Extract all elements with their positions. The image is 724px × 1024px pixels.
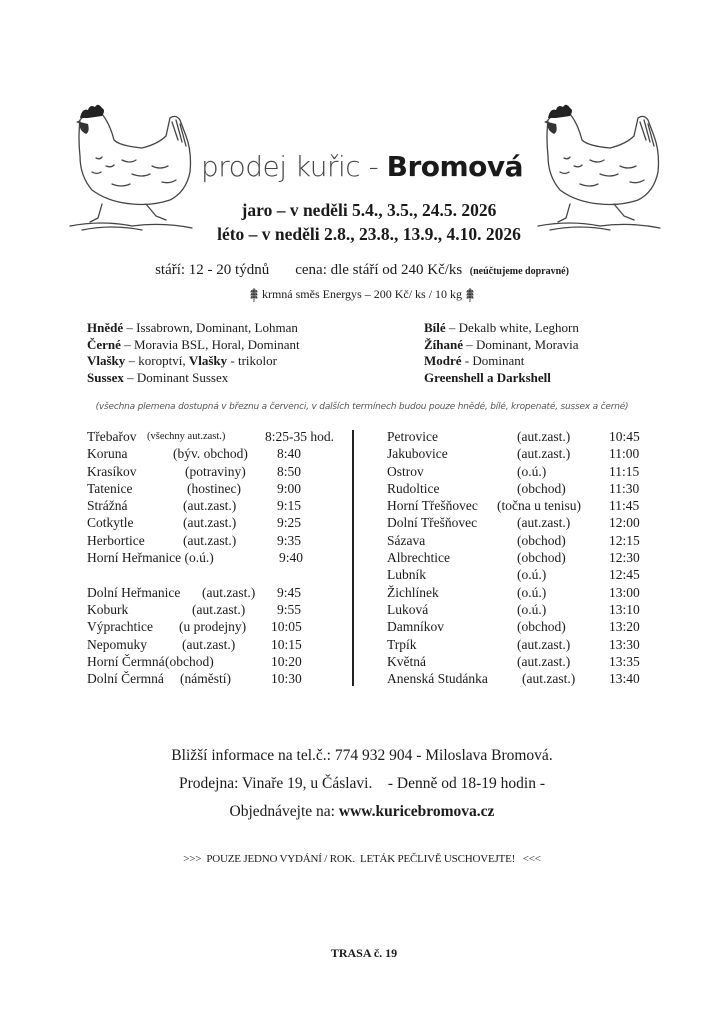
contact-line: Bližší informace na tel.č.: 774 932 904 - Miloslava Bromová.	[171, 747, 553, 764]
schedule-row	[387, 567, 667, 584]
stop-place: Krasíkov	[87, 463, 137, 479]
stop-place: Třebařov	[87, 429, 137, 444]
stop-location: (aut.zast.)	[517, 636, 571, 652]
breed-varieties: Dekalb white, Leghorn	[458, 320, 579, 335]
stop-time: 11:00	[609, 446, 640, 462]
stop-location: (aut.zast.)	[183, 532, 237, 548]
stop-time: 9:00	[277, 480, 302, 496]
stop-place: Květná	[387, 653, 426, 669]
breed-sep: –	[123, 320, 137, 335]
feed-text: krmná směs Energys – 200 Kč/ ks / 10 kg	[261, 287, 463, 301]
stop-time: 9:35	[277, 532, 302, 548]
availability-note: (všechna plemena dostupná v březnu a červenci, v dalších termínech budou pouze hnědé, bílé, kropenaté, sussex a černé)	[95, 402, 629, 412]
breed-item	[87, 370, 300, 387]
schedule-row	[387, 637, 667, 654]
stop-location: (aut.zast.)	[517, 653, 571, 669]
breeds-list-left	[87, 320, 300, 386]
stop-location: (o.ú.)	[517, 567, 547, 583]
stop-location: (o.ú.)	[517, 584, 547, 600]
stop-location: (býv. obchod)	[173, 446, 248, 462]
stop-location: (obchod)	[517, 480, 566, 496]
breed-name: Žíhané	[424, 336, 464, 352]
breed-sep: –	[125, 353, 139, 368]
stop-location: (aut.zast.)	[183, 515, 237, 531]
stop-time: 11:45	[609, 498, 640, 514]
stop-place: Dolní Třešňovec	[387, 515, 478, 531]
schedule-row	[87, 567, 352, 584]
page-title	[0, 150, 724, 183]
stop-location: (u prodejny)	[179, 619, 247, 635]
stop-place: Koburk	[87, 601, 129, 617]
stop-location: (o.ú.)	[517, 463, 547, 479]
stop-place: Anenská Studánka	[387, 671, 488, 687]
breed-name: Bílé	[424, 320, 446, 335]
stop-place: Dolní Čermná	[87, 671, 164, 687]
breed-name: Modré	[424, 353, 462, 368]
summer-dates: léto – v neděli 2.8., 23.8., 13.9., 4.10. 2026	[217, 224, 521, 244]
website-link[interactable]: www.kuricebromova.cz	[338, 803, 495, 820]
stop-location: (aut.zast.)	[517, 429, 571, 444]
breed-sep: –	[123, 369, 137, 385]
schedule-row	[87, 550, 352, 567]
price-text: cena: dle stáří od 240 Kč/ks	[295, 262, 463, 278]
stop-location: (aut.zast.)	[183, 498, 237, 514]
breed-name: Hnědé	[87, 320, 124, 335]
breed-sep: -	[461, 353, 473, 368]
column-divider	[352, 430, 354, 686]
stop-time: 10:45	[609, 429, 640, 444]
stop-time: 8:50	[277, 463, 302, 479]
stop-time: 12:15	[609, 532, 640, 548]
breed-varieties: - trikolor	[227, 353, 277, 368]
breed-varieties: Dominant	[472, 353, 525, 368]
schedule-row	[87, 533, 352, 550]
schedule-row	[87, 619, 352, 636]
breed-name: Greenshell a Darkshell	[424, 369, 551, 385]
schedule-row	[387, 585, 667, 602]
breed-sep: –	[445, 320, 459, 335]
stop-time: 11:15	[609, 463, 640, 479]
stop-location: (aut.zast.)	[517, 515, 571, 531]
stop-place: Ostrov	[387, 463, 424, 479]
stop-location: (obchod)	[517, 550, 566, 566]
stop-location: (obchod)	[165, 653, 214, 669]
stop-location: (aut.zast.)	[522, 671, 576, 687]
stop-location: (hostinec)	[187, 480, 241, 496]
schedule-right	[387, 429, 667, 688]
breed-varieties: Dominant, Moravia	[476, 336, 579, 352]
schedule-row	[87, 671, 352, 688]
order-line	[0, 803, 724, 821]
stop-time: 13:30	[609, 636, 640, 652]
schedule-row	[387, 550, 667, 567]
schedule-left	[87, 429, 352, 688]
price-note: (neúčtujeme dopravné)	[469, 266, 569, 277]
age-price-line	[0, 262, 724, 279]
stop-place: Rudoltice	[387, 480, 440, 496]
breed-item	[424, 337, 579, 354]
stop-place: Žichlínek	[387, 584, 439, 600]
schedule-row	[87, 654, 352, 671]
warning-notice: >>> POUZE JEDNO VYDÁNÍ / ROK. LETÁK PEČLIVĚ USCHOVEJTE! <<<	[183, 853, 541, 865]
schedule-row	[387, 429, 667, 446]
stop-location: (aut.zast.)	[517, 446, 571, 462]
stop-time: 10:20	[271, 653, 302, 669]
stop-time: 13:20	[609, 619, 640, 635]
stop-place: Dolní Heřmanice	[87, 584, 181, 600]
schedule-row	[87, 464, 352, 481]
breed-varieties: koroptví,	[138, 353, 189, 368]
stop-location: (obchod)	[517, 532, 566, 548]
stop-place: Strážná	[87, 498, 128, 514]
route-number: TRASA č. 19	[330, 946, 398, 960]
breed-item	[87, 337, 300, 354]
order-label: Objednávejte na:	[229, 803, 339, 820]
schedule-row	[387, 446, 667, 463]
stop-time: 8:25-35 hod.	[265, 429, 334, 444]
schedule-row	[87, 602, 352, 619]
breed-name: Sussex	[87, 369, 124, 385]
stop-time: 9:45	[277, 584, 302, 600]
breeds-list-right	[424, 320, 579, 386]
schedule-row	[87, 637, 352, 654]
stop-time: 13:10	[609, 601, 640, 617]
stop-time: 8:40	[277, 446, 302, 462]
breed-item	[87, 353, 300, 370]
stop-place: Koruna	[87, 446, 128, 462]
stop-place: Lubník	[387, 567, 426, 583]
stop-time: 12:45	[609, 567, 640, 583]
schedule-row	[87, 446, 352, 463]
schedule-row	[87, 498, 352, 515]
spring-dates: jaro – v neděli 5.4., 3.5., 24.5. 2026	[241, 200, 497, 220]
schedule-row	[387, 654, 667, 671]
breed-varieties: Dominant Sussex	[136, 369, 229, 385]
schedule-row	[387, 464, 667, 481]
stop-place: Luková	[387, 601, 429, 617]
schedule-row	[387, 515, 667, 532]
stop-place: Jakubovice	[387, 446, 448, 462]
stop-time: 10:15	[271, 636, 302, 652]
schedule-row	[87, 429, 352, 446]
stop-location: (aut.zast.)	[192, 601, 246, 617]
schedule-row	[387, 671, 667, 688]
stop-location: (aut.zast.)	[182, 636, 236, 652]
stop-place: Damníkov	[387, 619, 444, 635]
stop-time: 9:55	[277, 601, 302, 617]
wheat-icon	[249, 287, 259, 303]
schedule-row	[387, 602, 667, 619]
stop-time: 13:00	[609, 584, 640, 600]
title-name: Bromová	[386, 150, 524, 183]
stop-time: 13:35	[609, 653, 640, 669]
stop-time: 12:30	[609, 550, 640, 566]
stop-time: 9:25	[277, 515, 302, 531]
breed-item	[87, 320, 300, 337]
stop-time: 9:15	[277, 498, 302, 514]
shop-line: Prodejna: Vinaře 19, u Čáslavi. - Denně od 18-19 hodin -	[179, 775, 545, 792]
stop-place: Albrechtice	[387, 550, 450, 566]
title-text: prodej kuřic -	[200, 150, 387, 183]
stop-location: (obchod)	[517, 619, 566, 635]
schedule-row	[87, 515, 352, 532]
stop-place: Výprachtice	[87, 619, 153, 635]
stop-place: Petrovice	[387, 429, 438, 444]
schedule-row	[387, 619, 667, 636]
stop-location: (o.ú.)	[517, 601, 547, 617]
breed-varieties: Moravia BSL, Horal, Dominant	[133, 336, 300, 352]
stop-time: 9:40	[279, 550, 304, 566]
stop-location: (točna u tenisu)	[497, 498, 581, 514]
age-text: stáří: 12 - 20 týdnů	[155, 262, 270, 278]
wheat-icon	[465, 287, 475, 303]
schedule-row	[387, 481, 667, 498]
breed-name: Černé	[87, 336, 121, 352]
breed-name: Vlašky	[188, 353, 228, 368]
feed-line	[0, 287, 724, 303]
stop-place: Sázava	[387, 532, 426, 548]
breed-item	[424, 320, 579, 337]
stop-place: Herbortice	[87, 532, 145, 548]
schedule-row	[87, 585, 352, 602]
stop-time: 13:40	[609, 671, 640, 687]
breed-name: Vlašky	[87, 353, 126, 368]
stop-place: Horní Heřmanice (o.ú.)	[87, 550, 214, 566]
stop-place: Nepomuky	[87, 636, 147, 652]
breed-item	[424, 370, 579, 387]
stop-place: Trpík	[387, 636, 417, 652]
schedule-row	[387, 498, 667, 515]
stop-time: 10:05	[271, 619, 302, 635]
stop-time: 12:00	[609, 515, 640, 531]
stop-location: (aut.zast.)	[202, 584, 256, 600]
stop-location: (potraviny)	[185, 463, 246, 479]
stop-time: 11:30	[609, 480, 640, 496]
stop-place: Tatenice	[87, 480, 133, 496]
stop-place: Cotkytle	[87, 515, 134, 531]
breed-sep: –	[120, 336, 134, 352]
breed-varieties: Issabrown, Dominant, Lohman	[136, 320, 298, 335]
breed-sep: –	[463, 336, 477, 352]
stop-location: (náměstí)	[180, 671, 231, 687]
stop-location: (všechny aut.zast.)	[147, 431, 226, 442]
stop-place: Horní Třešňovec	[387, 498, 478, 514]
schedule-row	[387, 533, 667, 550]
breed-item	[424, 353, 579, 370]
stop-place: Horní Čermná	[87, 653, 165, 669]
schedule-row	[87, 481, 352, 498]
stop-time: 10:30	[271, 671, 302, 687]
